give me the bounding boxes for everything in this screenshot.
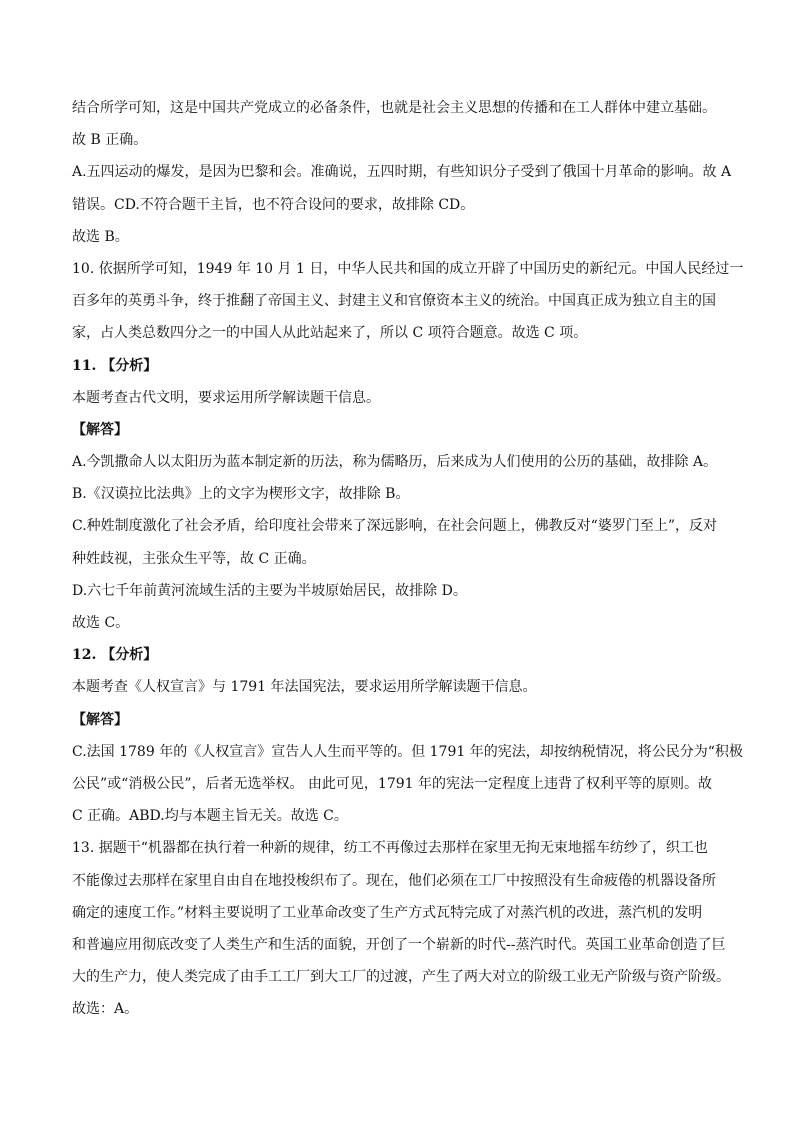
text-line: 故选 B。 — [72, 228, 129, 245]
text-line: A.五四运动的爆发，是因为巴黎和会。准确说，五四时期，有些知识分子受到了俄国十月革命的影响。故 A — [72, 164, 732, 181]
text-line: 种姓歧视，主张众生平等，故 C 正确。 — [72, 550, 316, 567]
text-line: 故 B 正确。 — [72, 132, 148, 149]
text-line: D.六七千年前黄河流域生活的主要为半坡原始居民，故排除 D。 — [72, 582, 467, 599]
text-line: 公民”或“消极公民”，后者无选举权。 由此可见，1791 年的宪法一定程度上违背了权利平等的原则。故 — [72, 775, 712, 792]
question-12-analysis-heading: 12. 【分析】 — [72, 647, 158, 664]
text-line: 确定的速度工作。”材料主要说明了工业革命改变了生产方式瓦特完成了对蒸汽机的改进，蒸汽机的发明 — [72, 904, 703, 921]
text-line: 本题考查《人权宣言》与 1791 年法国宪法，要求运用所学解读题干信息。 — [72, 679, 537, 696]
text-line: 大的生产力，使人类完成了由手工工厂到大工厂的过渡，产生了两大对立的阶级工业无产阶级与资产阶级。 — [72, 969, 730, 986]
text-line: 家，占人类总数四分之一的中国人从此站起来了，所以 C 项符合题意。故选 C 项。 — [72, 325, 588, 342]
text-line: 结合所学可知，这是中国共产党成立的必备条件，也就是社会主义思想的传播和在工人群体中建立基础。 — [72, 100, 716, 116]
text-line: 故选 C。 — [72, 615, 130, 631]
document-page — [72, 92, 744, 1025]
text-line: 本题考查古代文明，要求运用所学解读题干信息。 — [72, 389, 380, 406]
answer-heading: 【解答】 — [72, 421, 128, 438]
question-11-analysis-heading: 11. 【分析】 — [72, 357, 158, 374]
text-line: 错误。CD.不符合题干主旨，也不符合设问的要求，故排除 CD。 — [72, 196, 475, 213]
question-10-line: 10. 依据所学可知，1949 年 10 月 1 日，中华人民共和国的成立开辟了中国历史的新纪元。中国人民经过一 — [72, 260, 744, 277]
text-line: 不能像过去那样在家里自由自在地投梭织布了。现在，他们必须在工厂中按照没有生命疲倦的机器设备所 — [72, 872, 716, 889]
question-13-line: 13. 据题干“机器都在执行着一种新的规律，纺工不再像过去那样在家里无拘无束地摇车纺纱了，织工也 — [72, 840, 708, 857]
text-line: 故选：A。 — [72, 1001, 139, 1018]
text-line: C.法国 1789 年的《人权宣言》宣告人人生而平等的。但 1791 年的宪法，却按纳税情况，将公民分为“积极 — [72, 743, 743, 760]
text-line: C 正确。ABD.均与本题主旨无关。故选 C。 — [72, 808, 348, 825]
answer-heading: 【解答】 — [72, 711, 128, 728]
text-line: B.《汉谟拉比法典》上的文字为楔形文字，故排除 B。 — [72, 486, 410, 503]
text-line: 和普遍应用彻底改变了人类生产和生活的面貌，开创了一个崭新的时代--蒸汽时代。英国工业革命创造了巨 — [72, 936, 726, 953]
text-line: A.今凯撒命人以太阳历为蓝本制定新的历法，称为儒略历，后来成为人们使用的公历的基础，故排除 A。 — [72, 454, 718, 471]
text-line: 百多年的英勇斗争，终于推翻了帝国主义、封建主义和官僚资本主义的统治。中国真正成为独立自主的国 — [72, 293, 716, 310]
text-line: C.种姓制度激化了社会矛盾，给印度社会带来了深远影响，在社会问题上，佛教反对“婆罗门至上”，反对 — [72, 518, 717, 535]
